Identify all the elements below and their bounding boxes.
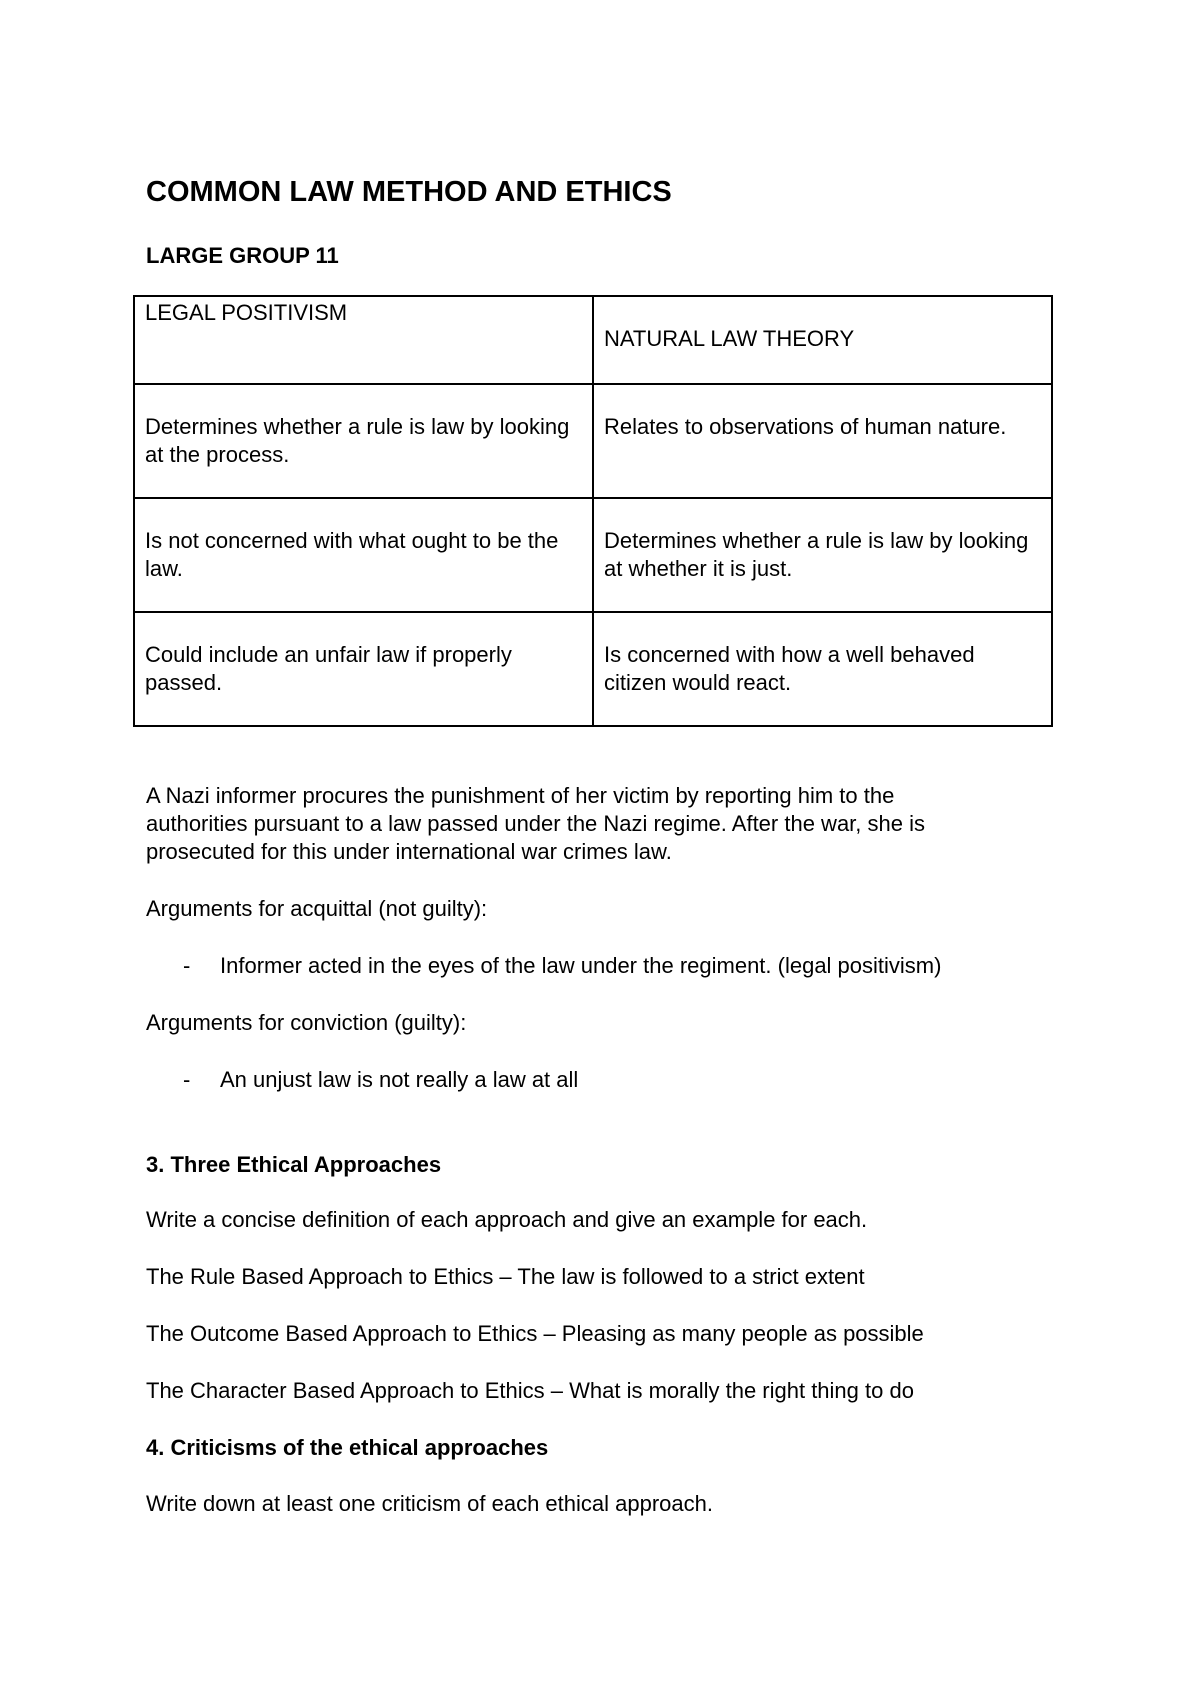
table-row	[134, 384, 1052, 498]
header-natural-law-theory: NATURAL LAW THEORY	[604, 326, 855, 351]
comparison-table	[133, 295, 1053, 727]
cell-text: Determines whether a rule is law by looking at the process.	[145, 414, 570, 467]
table-header-cell	[593, 296, 1052, 384]
scenario-line-3: prosecuted for this under international war crimes law.	[146, 839, 672, 864]
table-header-row	[134, 296, 1052, 384]
conviction-heading: Arguments for conviction (guilty):	[146, 1010, 467, 1035]
cell-text: Relates to observations of human nature.	[604, 414, 1007, 439]
table-cell	[134, 612, 593, 726]
cell-text: Could include an unfair law if properly passed.	[145, 642, 512, 695]
character-based-approach: The Character Based Approach to Ethics – What is morally the right thing to do	[146, 1378, 914, 1403]
table-cell	[593, 384, 1052, 498]
table-cell	[134, 384, 593, 498]
section-3-instruction: Write a concise definition of each approach and give an example for each.	[146, 1207, 868, 1232]
acquittal-bullet: Informer acted in the eyes of the law under the regiment. (legal positivism)	[220, 953, 942, 978]
cell-text: Determines whether a rule is law by looking at whether it is just.	[604, 528, 1029, 581]
table-cell	[134, 498, 593, 612]
bullet-dash: -	[183, 1067, 191, 1092]
scenario-line-2: authorities pursuant to a law passed under the Nazi regime. After the war, she is	[146, 811, 925, 836]
scenario-line-1: A Nazi informer procures the punishment of her victim by reporting him to the	[146, 783, 895, 808]
document-title: COMMON LAW METHOD AND ETHICS	[146, 176, 672, 208]
cell-text: Is not concerned with what ought to be the law.	[145, 528, 559, 581]
table-cell	[593, 498, 1052, 612]
table-row	[134, 498, 1052, 612]
conviction-bullet: An unjust law is not really a law at all	[220, 1067, 579, 1092]
header-legal-positivism: LEGAL POSITIVISM	[145, 300, 348, 325]
outcome-based-approach: The Outcome Based Approach to Ethics – Pleasing as many people as possible	[146, 1321, 924, 1346]
acquittal-heading: Arguments for acquittal (not guilty):	[146, 896, 488, 921]
document-subtitle: LARGE GROUP 11	[146, 243, 339, 268]
rule-based-approach: The Rule Based Approach to Ethics – The law is followed to a strict extent	[146, 1264, 865, 1289]
table-header-cell	[134, 296, 593, 384]
section-4-heading: 4. Criticisms of the ethical approaches	[146, 1435, 549, 1460]
section-3-heading: 3. Three Ethical Approaches	[146, 1152, 442, 1177]
table-row	[134, 612, 1052, 726]
section-4-instruction: Write down at least one criticism of each ethical approach.	[146, 1491, 713, 1516]
bullet-dash: -	[183, 953, 191, 978]
table-cell	[593, 612, 1052, 726]
cell-text: Is concerned with how a well behaved citizen would react.	[604, 642, 975, 695]
